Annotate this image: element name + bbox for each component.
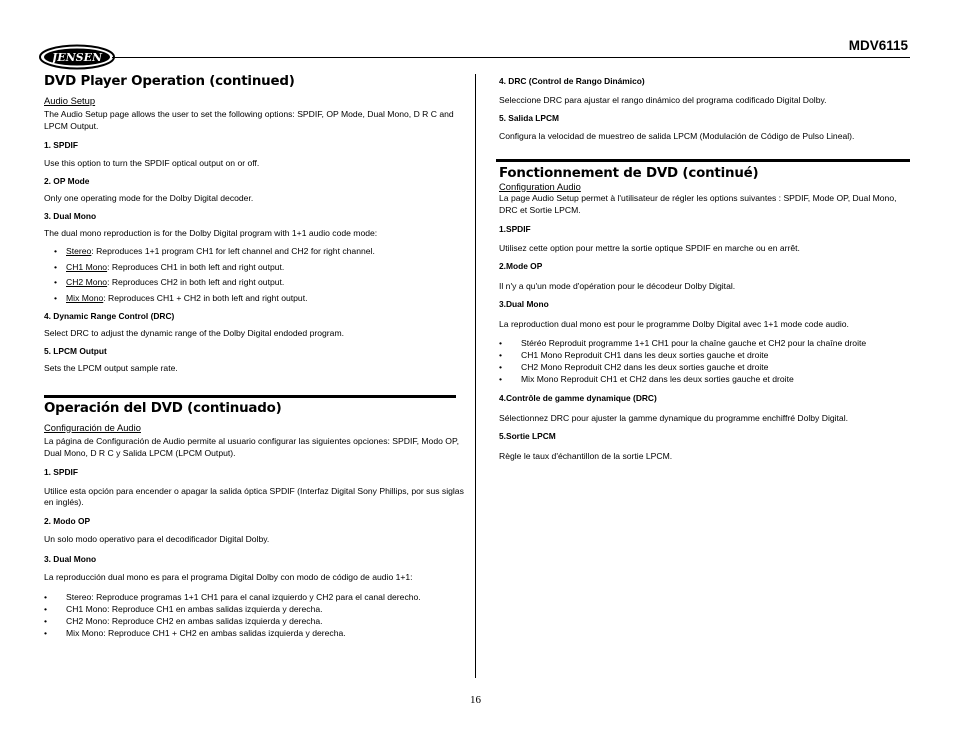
list-item: • CH2 Mono: Reproduces CH2 in both left and right output. xyxy=(44,277,464,289)
item-text: Règle le taux d'échantillon de la sortie LPCM. xyxy=(499,450,673,461)
item-text: Seleccione DRC para ajustar el rango dinámico del programa codificado Digital Dolby. xyxy=(499,94,827,105)
item-heading: 4. Dynamic Range Control (DRC) xyxy=(44,311,175,321)
section-title: Operación del DVD (continuado) xyxy=(44,401,282,416)
section-rule xyxy=(44,395,456,398)
jensen-logo xyxy=(38,44,116,70)
intro-text: La página de Configuración de Audio permite al usuario configurar las siguientes opciones: SPDIF, Modo OP, Dual Mono, D R C y Salida LPCM (LPCM Output). xyxy=(44,436,459,458)
list-item: • Mix Mono: Reproduces CH1 + CH2 in both left and right output. xyxy=(44,293,464,305)
item-heading: 4.Contrôle de gamme dynamique (DRC) xyxy=(499,393,657,403)
list-item: • Stereo: Reproduces 1+1 program CH1 for left channel and CH2 for right channel. xyxy=(44,246,464,258)
svg-text:JENSEN: JENSEN xyxy=(51,51,103,64)
list-item: • Mix Mono Reproduit CH1 et CH2 dans les deux sorties gauche et droite xyxy=(499,373,914,385)
intro-text: The Audio Setup page allows the user to set the following options: SPDIF, OP Mode, Dual Mono, D R C and LPCM Output. xyxy=(44,109,454,131)
item-text: Use this option to turn the SPDIF optical output on or off. xyxy=(44,157,260,168)
item-heading: 2. Modo OP xyxy=(44,515,91,526)
item-text: Select DRC to adjust the dynamic range of the Dolby Digital endoded program. xyxy=(44,327,344,338)
model-number: MDV6115 xyxy=(848,38,908,53)
item-text: Utilisez cette option pour mettre la sortie optique SPDIF en marche ou en arrêt. xyxy=(499,242,800,253)
item-heading: 1. SPDIF xyxy=(44,140,78,150)
list-item: • Stéréo Reproduit programme 1+1 CH1 pour la chaîne gauche et CH2 pour la chaîne droite xyxy=(499,337,914,349)
list-item: • Stereo: Reproduce programas 1+1 CH1 para el canal izquierdo y CH2 para el canal derecho. xyxy=(44,591,466,603)
item-text: La reproducción dual mono es para el programa Digital Dolby con modo de código de audio 1+1: xyxy=(44,572,413,582)
item-heading: 4. DRC (Control de Rango Dinámico) xyxy=(499,76,645,86)
item-text: Configura la velocidad de muestreo de salida LPCM (Modulación de Código de Pulso Lineal). xyxy=(499,130,855,141)
item-text: La reproduction dual mono est pour le programme Dolby Digital avec 1+1 mode code audio. xyxy=(499,318,849,329)
list-item: • CH2 Mono Reproduit CH2 dans les deux sorties gauche et droite xyxy=(499,361,914,373)
spanish-section xyxy=(44,403,466,639)
item-text: Sélectionnez DRC pour ajuster la gamme dynamique du programme enchiffré Dolby Digital. xyxy=(499,412,849,423)
item-heading: 5. LPCM Output xyxy=(44,346,107,356)
list-item: • CH1 Mono Reproduit CH1 dans les deux sorties gauche et droite xyxy=(499,349,914,361)
item-heading: 3.Dual Mono xyxy=(499,299,549,309)
item-text: Sets the LPCM output sample rate. xyxy=(44,362,178,373)
column-divider xyxy=(475,74,476,678)
list-item: • CH1 Mono: Reproduces CH1 in both left and right output. xyxy=(44,262,464,274)
item-heading: 3. Dual Mono xyxy=(44,553,97,564)
item-heading: 1.SPDIF xyxy=(499,224,531,234)
section-subtitle: Configuración de Audio xyxy=(44,421,141,433)
section-rule xyxy=(496,159,910,162)
page-number: 16 xyxy=(470,694,481,706)
french-section xyxy=(499,168,914,462)
item-text: Un solo modo operativo para el decodificador Digital Dolby. xyxy=(44,534,270,544)
item-heading: 3. Dual Mono xyxy=(44,211,97,221)
item-text: Utilice esta opción para encender o apagar la salida óptica SPDIF (Interfaz Digital Sony Phillips, por sus siglas en inglés). xyxy=(44,485,464,507)
item-heading: 5.Sortie LPCM xyxy=(499,431,556,441)
intro-text: La page Audio Setup permet à l'utilisateur de régler les options suivantes : SPDIF, Mode OP, Dual Mono, DRC et Sortie LPCM. xyxy=(499,193,897,215)
item-text: Only one operating mode for the Dolby Digital decoder. xyxy=(44,192,254,203)
item-heading: 2.Mode OP xyxy=(499,261,543,271)
item-text: Il n'y a qu'un mode d'opération pour le décodeur Dolby Digital. xyxy=(499,280,736,291)
section-subtitle: Configuration Audio xyxy=(499,180,581,192)
item-heading: 5. Salida LPCM xyxy=(499,113,560,123)
list-item: • CH1 Mono: Reproduce CH1 en ambas salidas izquierda y derecha. xyxy=(44,603,466,615)
section-title: DVD Player Operation (continued) xyxy=(44,74,295,89)
section-title: Fonctionnement de DVD (continué) xyxy=(499,166,759,181)
item-text: The dual mono reproduction is for the Dolby Digital program with 1+1 audio code mode: xyxy=(44,227,378,238)
section-subtitle: Audio Setup xyxy=(44,94,96,106)
english-section xyxy=(44,76,464,374)
item-heading: 1. SPDIF xyxy=(44,467,78,477)
spanish-section-continued xyxy=(499,76,914,142)
item-heading: 2. OP Mode xyxy=(44,176,90,186)
header-rule xyxy=(112,57,910,58)
list-item: • Mix Mono: Reproduce CH1 + CH2 en ambas salidas izquierda y derecha. xyxy=(44,627,466,639)
list-item: • CH2 Mono: Reproduce CH2 en ambas salidas izquierda y derecha. xyxy=(44,615,466,627)
